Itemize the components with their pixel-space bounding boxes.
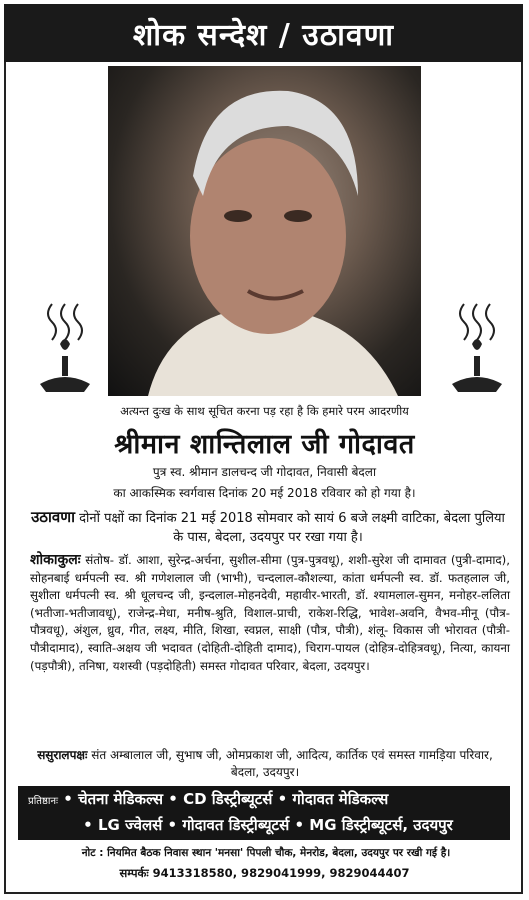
contact-label: सम्पर्कः xyxy=(119,866,149,880)
sponsor-names-1: • चेतना मेडिकल्स • CD डिस्ट्रीब्यूटर्स • गोदावत मेडिकल्स xyxy=(63,790,389,808)
in-laws-label: ससुरालपक्षः xyxy=(37,748,88,762)
mourners-section xyxy=(30,552,510,675)
sponsor-box xyxy=(18,786,510,840)
mourners-label: शोकाकुलः xyxy=(30,552,81,568)
parent-line: पुत्र स्व. श्रीमान डालचन्द जी गोदावत, निवासी बेदला xyxy=(152,465,377,479)
uthavna-text: दोनों पक्षों का दिनांक 21 मई 2018 सोमवार को सायं 6 बजे लक्ष्मी वाटिका, बेदला पुलिया के पास, बेदला, उदयपुर पर रखा गया है। xyxy=(79,511,505,545)
uthavna-label: उठावणा xyxy=(31,508,75,526)
uthavna-section xyxy=(28,508,508,547)
deceased-name: श्रीमान शान्तिलाल जी गोदावत xyxy=(114,429,415,460)
notice-title: शोक सन्देश / उठावणा xyxy=(132,17,395,53)
notice-header xyxy=(4,4,523,62)
mourners-text: संतोष- डॉ. आशा, सुरेन्द्र-अर्चना, सुशील-सीमा (पुत्र-पुत्रवधू), शशी-सुरेश जी दामावत (पुत्री-दामाद), सोहनबाई धर्मपत्नी स्व. श्री गणेशलाल जी (भाभी), चन्दलाल-कौशल्या, कांता धर्मपत्नी स्व. डॉ. फतहलाल जी, सुशीला धर्मपत्नी स्व. श्री धूलचन्द जी, इन्दलाल-मोहनदेवी, महावीर-भारती, डॉ. श्यामलाल-सुमन, मनोहर-ललिता (भतीजा-भतीजावधू), राजेन्द्र-मेधा, मनीष-श्रुति, विशाल-प्राची, राकेश-रिद्धि, भावेश-अवनि, वैभव-मीनू (पौत्र-पौत्रवधू), अंशुल, ध्रुव, गीत, लक्ष्य, मीति, शिखा, स्वप्नल, साक्षी (पौत्र, पौत्री), शंलू- विकास जी भोरावत (पौत्री-पौत्रीदामाद), स्वाति-अक्षय जी भदावत (दोहिती-दोहिती दामाद), चिराग-पायल (दोहित्र-दोहित्रवधू), नित्या, कायना (पड़पौत्री), तनिषा, यशस्वी (पड़दोहिती) समस्त गोदावत परिवार, बेदला, उदयपुर। xyxy=(30,553,510,673)
portrait-photo xyxy=(108,66,421,396)
contact-line xyxy=(0,866,529,881)
meeting-note: नोट : नियमित बैठक निवास स्थान 'मनसा' पिपली चौक, मेनरोड, बेदला, उदयपुर पर रखी गई है। xyxy=(81,847,451,859)
intro-text: अत्यन्त दुःख के साथ सूचित करना पड़ रहा है कि हमारे परम आदरणीय xyxy=(120,404,409,418)
contact-numbers: 9413318580, 9829041999, 9829044407 xyxy=(152,866,410,880)
oil-lamp-icon xyxy=(34,300,96,396)
sponsor-line-2: • LG ज्वेलर्स • गोदावत डिस्ट्रीब्यूटर्स • MG डिस्ट्रीब्यूटर्स, उदयपुर xyxy=(83,816,453,834)
in-laws-section xyxy=(30,747,500,781)
sponsor-line-1 xyxy=(28,789,508,809)
oil-lamp-icon xyxy=(446,300,508,396)
in-laws-text: संत अम्बालाल जी, सुभाष जी, ओमप्रकाश जी, आदित्य, कार्तिक एवं समस्त गामड़िया परिवार, बेदला, उदयपुर। xyxy=(91,748,493,779)
sponsor-label: प्रतिष्ठानः xyxy=(28,796,59,807)
death-line: का आकस्मिक स्वर्गवास दिनांक 20 मई 2018 रविवार को हो गया है। xyxy=(113,486,416,500)
